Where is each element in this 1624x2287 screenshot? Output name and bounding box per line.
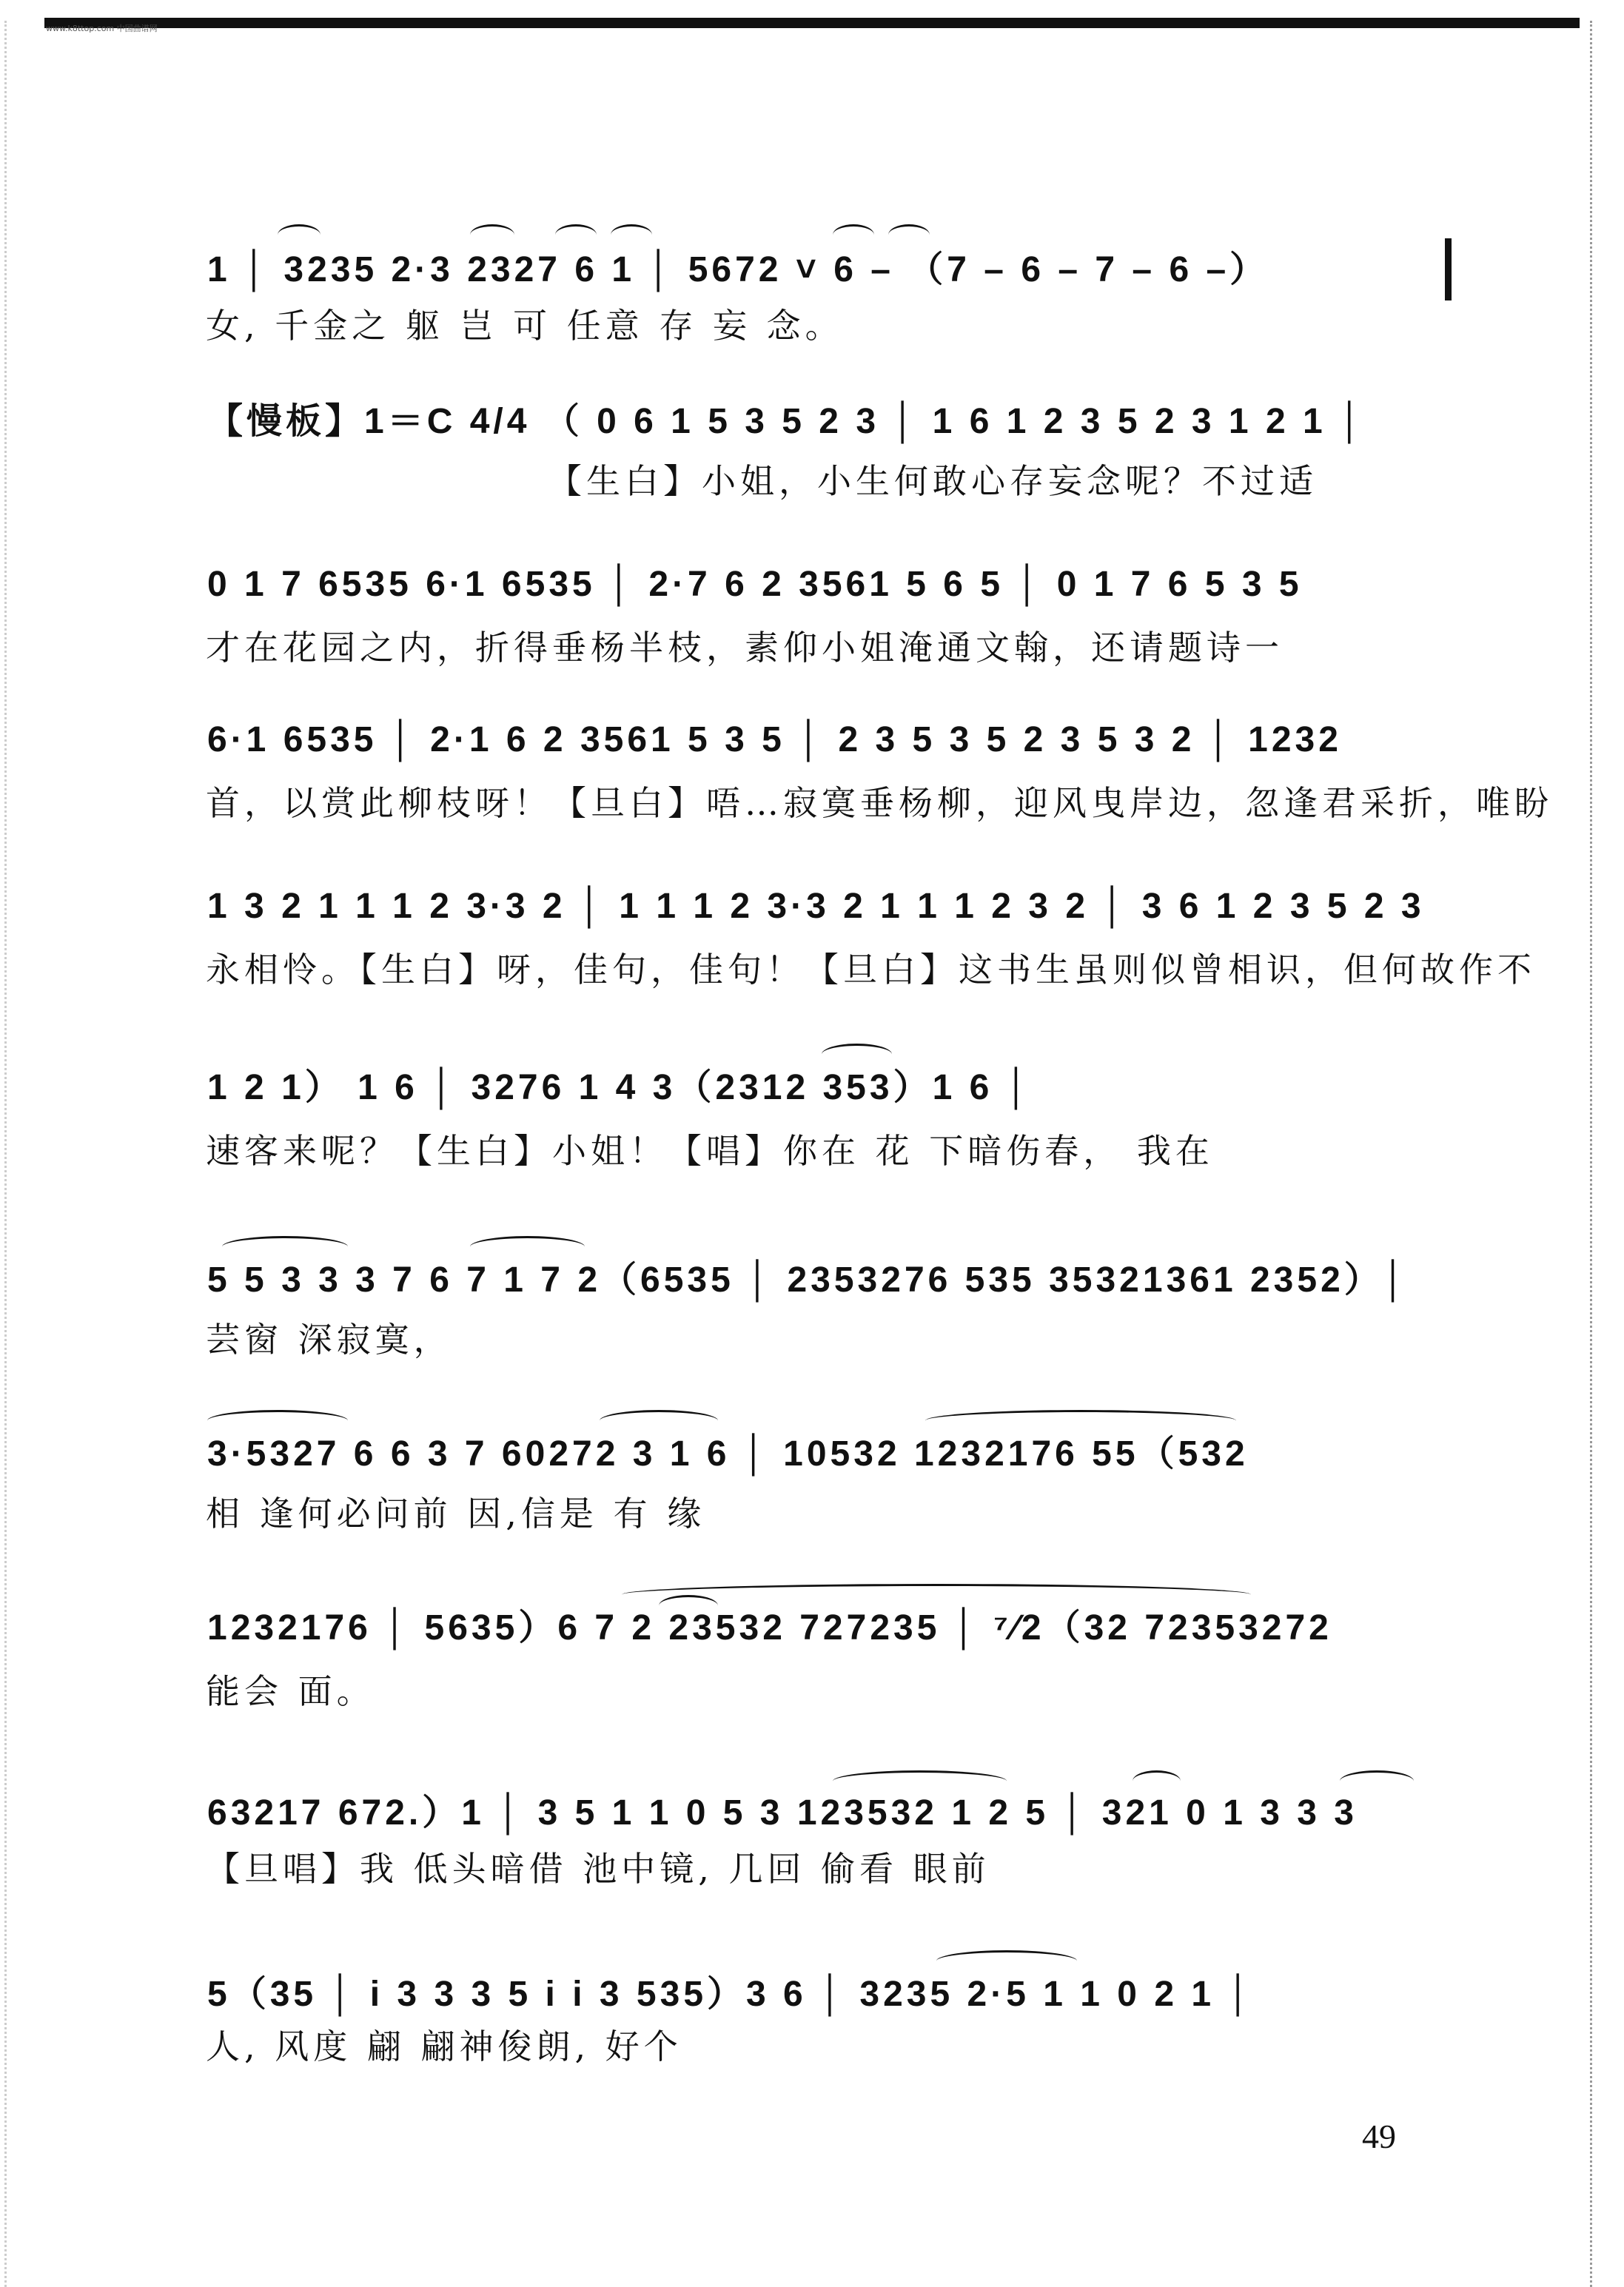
slur [1133, 1770, 1181, 1792]
lyric-line-7: 芸窗 深寂寞， [206, 1320, 452, 1360]
lyric-line-6: 速客来呢？【生白】小姐！【唱】你在 花 下暗伤春， 我在 [206, 1131, 1214, 1171]
slur [822, 1044, 892, 1065]
notation-line-3: 0 1 7 6535 6·1 6535 │ 2·7 6 2 3561 5 6 5 │ 0 1 7 6 5 3 5 [207, 559, 1480, 611]
slur [936, 1950, 1077, 1972]
final-barline [1445, 238, 1452, 300]
notation-line-2: 【慢板】1＝C 4/4 （ 0 6 1 5 3 5 2 3 │ 1 6 1 2 3 5 2 3 1 2 1 │ [207, 396, 1480, 448]
notation-line-10: 63217 672.）1 │ 3 5 1 1 0 5 3 123532 1 2 5 │ 321 0 1 3 3 3 [207, 1787, 1480, 1839]
lyric-line-5: 永相怜。【生白】呀，佳句，佳句！【旦白】这书生虽则似曾相识，但何故作不 [206, 950, 1536, 990]
lyric-line-1: 女, 千金之 躯 岂 可 任意 存 妄 念。 [206, 306, 844, 346]
lyric-line-2: 【生白】小姐，小生何敢心存妄念呢？不过适 [548, 461, 1318, 501]
slur [833, 224, 874, 246]
slur [470, 224, 514, 246]
right-dotted-border [1590, 21, 1594, 2287]
lyric-line-10: 【旦唱】我 低头暗借 池中镜, 几回 偷看 眼前 [206, 1849, 990, 1889]
website-watermark: www.k8ttop.com 中国曲谱网 [46, 24, 158, 33]
left-dotted-border [4, 21, 9, 2287]
slur [222, 1236, 348, 1257]
notation-line-6: 1 2 1） 1 6 │ 3276 1 4 3（2312 353）1 6 │ [207, 1062, 1480, 1114]
notation-line-7: 5 5 3 3 3 7 6 7 1 7 2（6535 │ 2353276 535 35321361 2352）│ [207, 1255, 1480, 1306]
slur [555, 224, 597, 246]
slur [207, 1410, 348, 1431]
lyric-line-8: 相 逢何必问前 因,信是 有 缘 [206, 1494, 706, 1534]
slur [925, 1410, 1236, 1431]
notation-line-9: 1232176 │ 5635）6 7 2 23532 727235 │ ⁷⁄2（32 72353272 [207, 1602, 1480, 1654]
lyric-line-11: 人, 风度 翩 翩神俊朗, 好个 [206, 2026, 682, 2066]
lyric-line-9: 能会 面。 [206, 1671, 375, 1711]
slur [611, 224, 652, 246]
slur [659, 1595, 718, 1616]
notation-line-1: 1 │ 3235 2·3 2327 6 1 │ 5672 ˅ 6 – （7 – 6 – 7 – 6 –） [207, 244, 1480, 296]
notation-line-5: 1 3 2 1 1 1 2 3·3 2 │ 1 1 1 2 3·3 2 1 1 1 2 3 2 │ 3 6 1 2 3 5 2 3 [207, 881, 1480, 933]
slur [278, 224, 321, 246]
notation-line-8: 3·5327 6 6 3 7 60272 3 1 6 │ 10532 1232176 55（532 [207, 1428, 1480, 1480]
lyric-line-3: 才在花园之内，折得垂杨半枝，素仰小姐淹通文翰，还请题诗一 [206, 628, 1284, 668]
top-rule [44, 18, 1580, 28]
notation-line-4: 6·1 6535 │ 2·1 6 2 3561 5 3 5 │ 2 3 5 3 5 2 3 5 3 2 │ 1232 [207, 714, 1480, 766]
slur [1340, 1770, 1414, 1792]
lyric-line-4: 首，以赏此柳枝呀！【旦白】唔…寂寞垂杨柳，迎风曳岸边，忽逢君采折，唯盼 [206, 783, 1553, 823]
page-number: 49 [1362, 2118, 1396, 2155]
slur [833, 1770, 1007, 1792]
notation-line-11: 5（35 │ i 3 3 3 5 i i 3 535）3 6 │ 3235 2·5 1 1 0 2 1 │ [207, 1969, 1480, 2021]
slur [470, 1236, 585, 1257]
slur [600, 1410, 718, 1431]
slur [888, 224, 930, 246]
